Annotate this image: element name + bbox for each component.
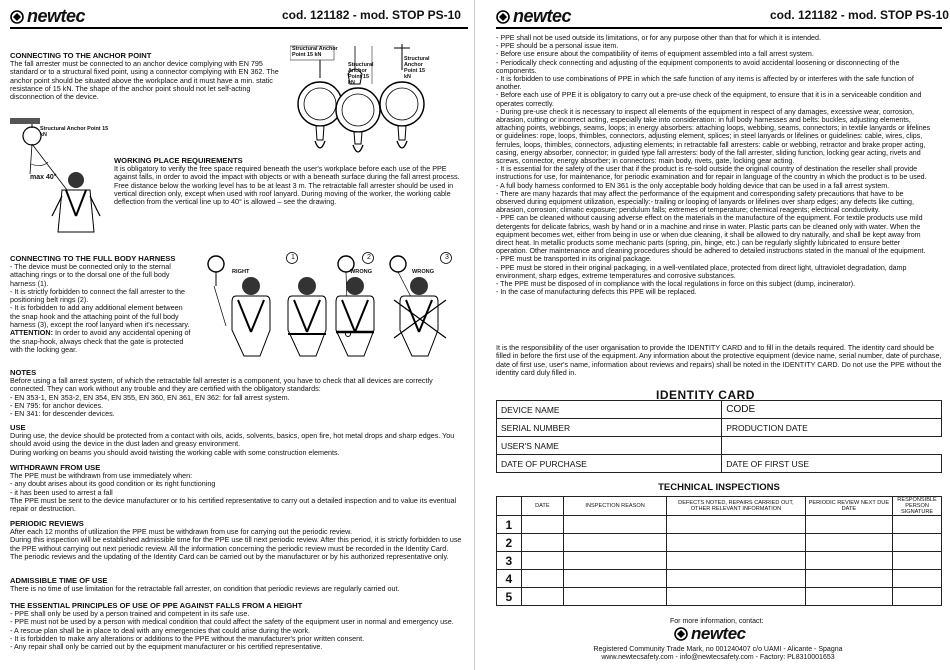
cell[interactable] — [521, 552, 563, 570]
periodic-title: PERIODIC REVIEWS — [10, 519, 84, 528]
table-row — [497, 570, 942, 588]
admissible-title: ADMISSIBLE TIME OF USE — [10, 576, 108, 585]
device-name-field[interactable]: DEVICE NAME — [497, 401, 722, 419]
notes-title: NOTES — [10, 368, 37, 377]
page-divider — [474, 0, 475, 670]
essential-line: - Any repair shall only be carried out by the equipment manufacturer or his certified representative. — [10, 642, 323, 652]
cell[interactable] — [667, 570, 805, 588]
cell[interactable] — [521, 516, 563, 534]
trademark-text: Registered Community Trade Mark, no 001240407 c/o UAMI - Alicante - Spagna — [593, 646, 843, 653]
use-line: During working on beams you should avoid twisting the working cable with some construction elements. — [10, 447, 340, 457]
table-row — [497, 588, 942, 606]
date-of-first-use-field[interactable]: DATE OF FIRST USE — [722, 455, 942, 473]
cell[interactable] — [667, 552, 805, 570]
essential-line: - PPE shall only be used by a person trained and competent in its safe use. — [10, 609, 250, 618]
tech-header-defects: DEFECTS NOTED, REPAIRS CARRIED OUT, OTHER RELEVANT INFORMATION — [667, 497, 805, 516]
working-text: It is obligatory to verify the free space required beneath the user's workplace before each use of the PPE against falls, in order to avoid the impact with objects or with a beneath surface during the fall arrest process. Free distance below the working level has to be at least 3 m. The retractable fall arrester should be used in vertical direction only, except when used with roof lanyard. During moving of the worker, the working cable deflection from the vertical line up to 40° is allowed – see the drawing. — [114, 164, 460, 207]
header-rule — [496, 27, 942, 29]
rule-item: - It is essential for the safety of the user that if the product is re-sold outside the original country of destination the reseller shall provide instructions for use, for maintenance, for periodic examination and for repair in language of the country in which the product is to be used. — [496, 165, 927, 182]
rule-item: - Before use ensure about the compatibility of items of equipment assembled into a fall arrest system. — [496, 50, 814, 59]
rule-item: - It is forbidden to use combinations of PPE in which the safe function of any items is affected by or interferes with the safe function of another. — [496, 75, 914, 92]
rule-item: - Periodically check connecting and adjusting of the equipment components to avoid accidental loosening or disconnecting of the components. — [496, 58, 900, 75]
left-page — [0, 0, 470, 670]
product-code-left: cod. 121182 - mod. STOP PS-10 — [282, 8, 461, 22]
harness-wrong-label-2: WRONG — [412, 269, 435, 275]
periodic-text — [10, 528, 462, 561]
cell[interactable] — [805, 534, 892, 552]
row-number: 4 — [497, 570, 522, 588]
rule-item: - PPE must be stored in their original packaging, in a well-ventilated place, protected from direct light, ultraviolet degradation, damp environment, sharp edges, extreme temperatures and corrosive substances. — [496, 263, 907, 280]
rule-item: - Before each use of PPE it is obligatory to carry out a pre-use check of the equipment, to ensure that it is in a serviceable condition and operates correctly. — [496, 91, 922, 108]
table-row — [497, 516, 942, 534]
right-page — [480, 0, 950, 670]
use-text — [10, 432, 462, 457]
footer-info — [490, 646, 946, 662]
notes-line: - EN 353-1, EN 353-2, EN 354, EN 355, EN 360, EN 361, EN 362: for fall arrest system. — [10, 392, 290, 402]
cell[interactable] — [521, 570, 563, 588]
essential-line: - A rescue plan shall be in place to deal with any emergencies that could arise during the work. — [10, 625, 311, 635]
cell[interactable] — [564, 588, 667, 606]
code-field[interactable]: CODE — [722, 401, 942, 419]
tech-header-next-due: PERIODIC REVIEW NEXT DUE DATE — [805, 497, 892, 516]
identity-card-title: IDENTITY CARD — [656, 388, 755, 402]
product-code-right: cod. 121182 - mod. STOP PS-10 — [770, 8, 949, 22]
rule-item: - During pre-use check it is necessary to inspect all elements of the equipment in respect of any damages, excessive wear, corrosion, abrasion, cutting or incorrect acting, especially take into consideration: in full body harnesses and belts: buckles, adjusting elements, attaching points, webbings, seams, loops; in energy absorbers: attaching loops, webbing, seams, connectors; in textile lanyards or lifelines or guidelines: rope, loops, thimbles, connectors, adjusting element, splices; in steel lanyards or lifelines or guidelines: cable, wires, clips, ferrules, loops, thimbles, connectors, adjusting elements; in retractable fall arresters: cable or webbing, retractor and brake proper acting, casing, energy absorber, connector; in guided type fall arresters: body of the fall arrester, sliding function, locking gear acting, rivets and screws, connector, energy absorber; in connectors: main body, rivets, gate, locking gear acting. — [496, 107, 931, 166]
cell[interactable] — [667, 516, 805, 534]
serial-number-field[interactable]: SERIAL NUMBER — [497, 419, 722, 437]
cell[interactable] — [805, 552, 892, 570]
cell[interactable] — [893, 570, 942, 588]
brand-mark-icon — [496, 10, 510, 24]
tech-header-reason: INSPECTION REASON — [564, 497, 667, 516]
rule-item: - PPE should be a personal issue item. — [496, 42, 619, 51]
tech-header-index — [497, 497, 522, 516]
cell[interactable] — [564, 570, 667, 588]
rule-item: - In the case of manufacturing defects this PPE will be replaced. — [496, 288, 697, 297]
cell[interactable] — [805, 570, 892, 588]
withdrawn-text — [10, 472, 462, 513]
cell[interactable] — [893, 534, 942, 552]
withdrawn-line: The PPE must be withdrawn from use immediately when: — [10, 471, 193, 480]
harness-right-label: RIGHT — [232, 269, 250, 275]
brand-mark-icon — [10, 10, 24, 24]
table-row — [497, 534, 942, 552]
brand-logo-left: newtec — [10, 6, 85, 27]
periodic-line: During this inspection will be established admissible time for the PPE use till next periodic review. After this period, it is strictly forbidden to use the PPE without carrying out next periodic review. All the information concerning the periodic review must be recorded in the Identity Card. The periodic reviews and the updating of the Identity Card can be carried out by the manufacturer or by his authorized representative only. — [10, 535, 462, 561]
cell[interactable] — [667, 588, 805, 606]
notes-line: Before using a fall arrest system, of which the retractable fall arrester is a component, you have to check that all devices are correctly connected. They can work without any trouble and they are certified with the obligatory standards: — [10, 376, 433, 394]
harness-attention — [10, 329, 194, 354]
responsibility-text: It is the responsibility of the user organisation to provide the IDENTITY CARD and to fill in the details required. The identity card should be filled in before the first use of the equipment. Any information about the protective equipment (device name, serial number, date of purchase, date of first use, user's name, information about reviews and repairs) shall be noted in the IDENTITY CARD. Do not use the PPE without the identity card duly filled in. — [496, 343, 942, 377]
withdrawn-line: The PPE must be sent to the device manufacturer or to his certified representative to carry out a detailed inspection and to value its eventual repair or destruction. — [10, 495, 457, 514]
harness-title: CONNECTING TO THE FULL BODY HARNESS — [10, 254, 176, 263]
ppe-rules-list — [496, 34, 932, 297]
rule-item: - PPE can be cleaned without causing adverse effect on the materials in the manufacture of the equipment. For textile products use mild detergents for delicate fabrics, wash by hand or in a machine and rinse in water. Plastic parts can be cleaned only with water. When the equipment becomes wet, either from being in use or when due cleaning, it shall be allowed to dry naturally, and shall be kept away from direct heat. In metallic products some mechanic parts (spring, pin, hinge, etc.) can be regularly slightly lubricated to ensure better operation. Other maintenance and cleaning procedures should be adhered to detailed instructions stated in the manual of the equipment. — [496, 214, 926, 256]
tech-header-date: DATE — [521, 497, 563, 516]
harness-item-2: - It is strictly forbidden to connect the fall arrester to the positioning belt rings (2). — [10, 286, 185, 305]
notes-line: - EN 341: for descender devices. — [10, 409, 115, 419]
use-line: During use, the device should be protected from a contact with oils, acids, solvents, basics, open fire, hot metal drops and sharp edges. You should avoid using the device in the dust laden and greasy environment. — [10, 431, 455, 449]
admissible-text: There is no time of use limitation for the retractable fall arrester, on condition that periodic reviews are regularly carried out. — [10, 584, 400, 593]
cell[interactable] — [805, 516, 892, 534]
cell[interactable] — [564, 516, 667, 534]
identity-card — [496, 400, 942, 473]
cell[interactable] — [893, 552, 942, 570]
brand-logo-right: newtec — [496, 6, 571, 27]
harness-number-2: 2 — [367, 254, 371, 261]
empty-cell — [722, 437, 942, 455]
row-number: 1 — [497, 516, 522, 534]
production-date-field[interactable]: PRODUCTION DATE — [722, 419, 942, 437]
footer-logo: newtec — [674, 624, 746, 644]
date-of-purchase-field[interactable]: DATE OF PURCHASE — [497, 455, 722, 473]
anchor-label-max: Structural Anchor Point 15 kN — [40, 126, 109, 138]
row-number: 3 — [497, 552, 522, 570]
working-title: WORKING PLACE REQUIREMENTS — [114, 156, 243, 165]
contact-links: www.newtecsafety.com - info@newtecsafety.com - Factory: PL8310001653 — [601, 654, 835, 661]
notes-line: - EN 795: for anchor devices. — [10, 400, 104, 410]
users-name-field[interactable]: USER'S NAME — [497, 437, 722, 455]
cell[interactable] — [893, 516, 942, 534]
contact-prompt: For more information, contact: — [670, 618, 764, 625]
harness-item-1: - The device must be connected only to the sternal attaching rings or to the dorsal one of the full body harness (1). — [10, 262, 171, 288]
essential-text — [10, 610, 462, 651]
row-number: 5 — [497, 588, 522, 606]
row-number: 2 — [497, 534, 522, 552]
max-angle-label: max 40° — [30, 174, 57, 181]
tech-header-signature: RESPONSIBLE PERSON SIGNATURE — [893, 497, 942, 516]
harness-number-3: 3 — [445, 254, 449, 261]
cell[interactable] — [667, 534, 805, 552]
harness-wrong-label-1: WRONG — [350, 269, 373, 275]
anchor-text: The fall arrester must be connected to an anchor device complying with EN 795 standard or to a structural fixed point, using a connector complying with EN 362. The anchor point should be situated above the workplace and it must have a min. static resistance of 15 kN. The shape of the anchor point should not let self-acting disconnection of the device. — [10, 59, 279, 102]
rule-item: - PPE must be transported in its original package. — [496, 255, 652, 264]
cell[interactable] — [805, 588, 892, 606]
anchor-title: CONNECTING TO THE ANCHOR POINT — [10, 51, 152, 60]
rule-item: - The PPE must be disposed of in compliance with the local regulations in force on this subject (dump, incinerator). — [496, 280, 856, 289]
essential-title: THE ESSENTIAL PRINCIPLES OF USE OF PPE AGAINST FALLS FROM A HEIGHT — [10, 601, 303, 610]
anchor-label-2: Structural Anchor Point 15 kN — [348, 62, 374, 86]
table-row — [497, 552, 942, 570]
brand-mark-icon — [674, 627, 688, 641]
cell[interactable] — [564, 552, 667, 570]
technical-inspections-table — [496, 496, 942, 606]
use-title: USE — [10, 423, 26, 432]
rule-item: - A full body harness conformed to EN 361 is the only acceptable body holding device that can be used in a fall arrest system. — [496, 181, 890, 190]
rule-item: - PPE shall not be used outside its limitations, or for any purpose other than that for which it is intended. — [496, 34, 821, 42]
anchor-point-figure — [290, 44, 460, 162]
withdrawn-title: WITHDRAWN FROM USE — [10, 463, 101, 472]
technical-inspections-title: TECHNICAL INSPECTIONS — [658, 482, 780, 493]
attention-label: ATTENTION: — [10, 328, 53, 338]
cell[interactable] — [893, 588, 942, 606]
anchor-label-3: Structural Anchor Point 15 kN — [404, 56, 430, 80]
harness-number-1: 1 — [291, 254, 295, 261]
essential-line: - PPE must not be used by a person with medical condition that could affect the safety of the equipment user in normal and emergency use. — [10, 617, 454, 627]
cell[interactable] — [564, 534, 667, 552]
withdrawn-line: - any doubt arises about its good condition or its right functioning — [10, 479, 216, 489]
harness-text — [10, 263, 194, 354]
notes-text — [10, 377, 462, 418]
anchor-label-1: Structural Anchor Point 15 kN — [292, 46, 338, 58]
cell[interactable] — [521, 588, 563, 606]
withdrawn-line: - it has been used to arrest a fall — [10, 487, 113, 497]
cell[interactable] — [521, 534, 563, 552]
rule-item: - There are many hazards that may affect the performance of the equipment and corresponding safety precautions that have to be observed during equipment utilization, especially:- trailing or looping of lanyards or lifelines over sharp edges; any defects like cutting, abrasion, corrosion; climatic exposure; pendulum falls; extremes of temperature; chemical reagents; electrical conductivity. — [496, 189, 914, 215]
attention-text: In order to avoid any accidental opening of the snap-hook, always check that the gate is protected with the locking gear. — [10, 328, 191, 354]
header-rule — [10, 27, 468, 29]
harness-item-3: - It is forbidden to add any additional element between the snap hook and the attaching point of the full body harness (3), except the roof lanyard when it's necessary. — [10, 303, 190, 330]
essential-line: - It is forbidden to make any alterations or additions to the PPE without the manufacturer's prior written consent. — [10, 633, 365, 643]
periodic-line: After each 12 months of utilization the PPE must be withdrawn from use for carrying out the periodic review. — [10, 527, 352, 536]
